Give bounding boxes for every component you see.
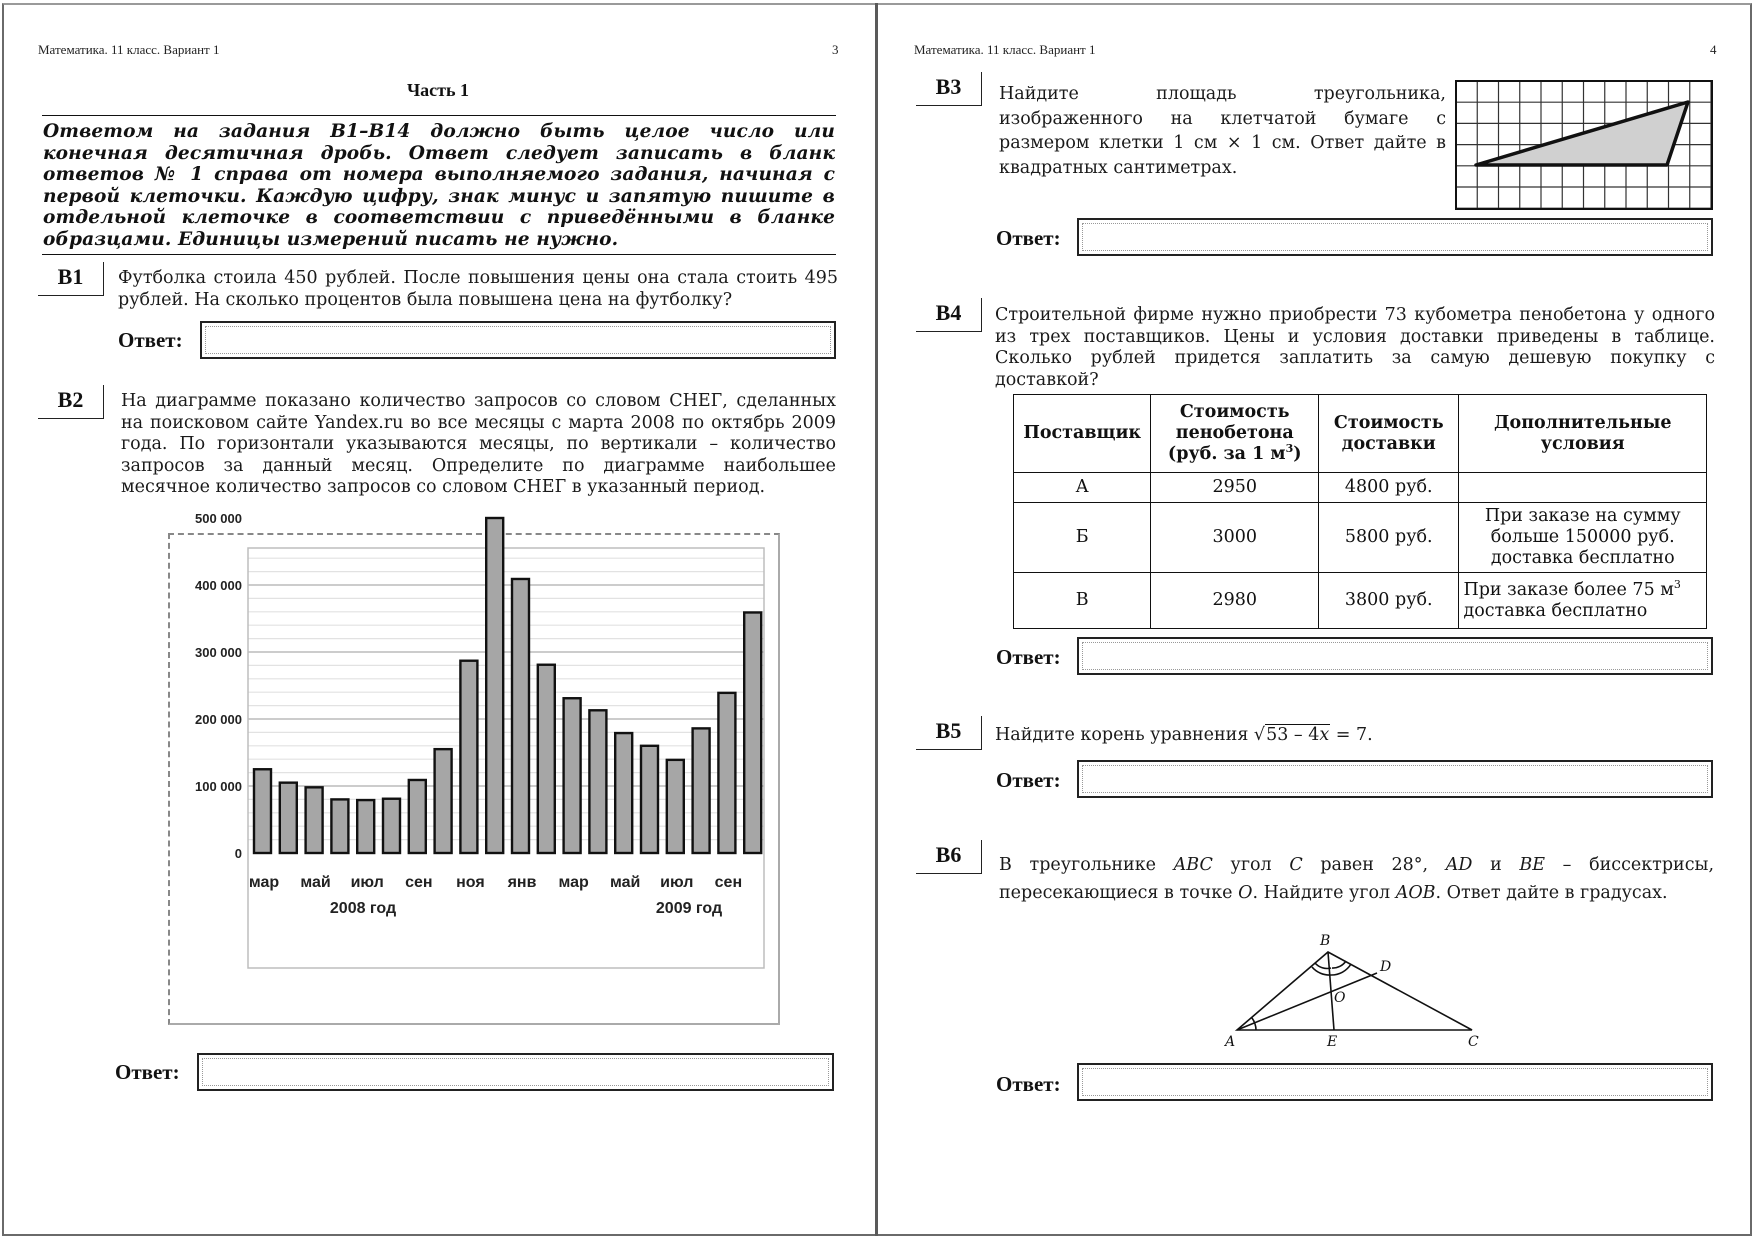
instructions-bottom-rule bbox=[42, 254, 836, 255]
angle-arc-a2 bbox=[1255, 1024, 1256, 1030]
math-symbol: ABC bbox=[1173, 855, 1213, 875]
svg-text:июл: июл bbox=[660, 874, 694, 891]
task-label-b1: B1 bbox=[38, 262, 104, 296]
instructions-top-rule bbox=[42, 115, 836, 116]
vertex-label-a: A bbox=[1225, 1034, 1236, 1050]
svg-text:0: 0 bbox=[234, 846, 242, 861]
svg-text:ноя: ноя bbox=[456, 874, 485, 891]
header-delivery: Стоимость доставки bbox=[1319, 395, 1459, 473]
snow-queries-bar-chart bbox=[168, 511, 780, 1025]
b5-text-prefix: Найдите корень уравнения bbox=[995, 725, 1254, 745]
task-text-b2: На диаграмме показано количество запросов со словом СНЕГ, сделанных на поисковом сайте Yandex.ru во все месяцы с марта 2008 по октябрь 2009 года. По горизонтали указываются месяцы, по вертикали – количество запросов за данный месяц. Определите по диаграмме наибольшее месячное количество запросов со словом СНЕГ в указанный период. bbox=[121, 391, 836, 497]
svg-text:2009 год: 2009 год bbox=[655, 900, 723, 917]
text-fragment: . Найдите угол bbox=[1252, 883, 1396, 903]
cell-price: 2980 bbox=[1151, 573, 1319, 629]
chart-x-axis-labels bbox=[249, 874, 742, 891]
chart-bar bbox=[460, 661, 477, 853]
answer-field-b1[interactable] bbox=[200, 321, 836, 359]
instructions-text: Ответом на задания В1–В14 должно быть целое число или конечная десятичная дробь. Ответ следует записать в бланк ответов № 1 справа от номера выполняемого задания, начиная с первой клеточки. Каждую цифру, знак минус и запятую пишите в отдельной клеточке в соответствии с приведёнными в бланке образцами. Единицы измерений писать не нужно. bbox=[43, 121, 835, 250]
cell-price: 2950 bbox=[1151, 473, 1319, 503]
cell-supplier: В bbox=[1014, 573, 1151, 629]
chart-bar bbox=[564, 698, 581, 853]
svg-text:100 000: 100 000 bbox=[195, 779, 242, 794]
shaded-triangle bbox=[1476, 102, 1688, 165]
header-supplier: Поставщик bbox=[1014, 395, 1151, 473]
chart-gridlines bbox=[248, 558, 764, 839]
page-header: Математика. 11 класс. Вариант 1 bbox=[38, 42, 220, 57]
task-text-b3: Найдите площадь треугольника, изображенного на клетчатой бумаге с размером клетки 1 см × 1 см. Ответ дайте в квадратных сантиметрах. bbox=[999, 84, 1446, 178]
table-header-row bbox=[1014, 395, 1707, 473]
cell-delivery: 5800 руб. bbox=[1319, 503, 1459, 573]
part-title: Часть 1 bbox=[406, 80, 470, 100]
vertex-label-e: E bbox=[1327, 1034, 1338, 1050]
svg-text:2008 год: 2008 год bbox=[329, 900, 397, 917]
svg-text:мар: мар bbox=[248, 874, 280, 891]
task-text-b4: Строительной фирме нужно приобрести 73 кубометра пенобетона у одного из трех поставщиков. Цены и условия доставки приведены в таблице. Сколько рублей придется заплатить за самую дешевую покупку с доставкой? bbox=[995, 305, 1715, 390]
triangle-abc bbox=[1237, 952, 1472, 1030]
angle-arc-b2 bbox=[1332, 961, 1346, 968]
table-row bbox=[1014, 573, 1707, 629]
chart-bar bbox=[254, 769, 271, 853]
answer-field-b6[interactable] bbox=[1077, 1063, 1713, 1101]
chart-bar bbox=[306, 787, 323, 853]
chart-bar bbox=[641, 746, 658, 853]
answer-field-b4[interactable] bbox=[1077, 637, 1713, 675]
math-symbol: AOB bbox=[1395, 883, 1436, 903]
svg-text:май: май bbox=[300, 874, 331, 891]
chart-bar bbox=[667, 760, 684, 853]
text-fragment: – биссектрисы, пересекающиеся в точке bbox=[999, 855, 1715, 903]
chart-bar bbox=[693, 728, 710, 853]
table-row bbox=[1014, 503, 1707, 573]
text-fragment: и bbox=[1472, 855, 1520, 875]
task-text-b1: Футболка стоила 450 рублей. После повышения цены она стала стоить 495 рублей. На сколько процентов была повышена цена на футболку? bbox=[118, 268, 838, 310]
chart-bars bbox=[254, 518, 761, 853]
vertex-label-c: C bbox=[1468, 1034, 1479, 1050]
bisector-ad bbox=[1237, 973, 1377, 1030]
task-text-b6 bbox=[999, 851, 1714, 907]
math-symbol: BE bbox=[1519, 855, 1546, 875]
chart-bar bbox=[409, 780, 426, 853]
cell-delivery: 3800 руб. bbox=[1319, 573, 1459, 629]
task-label-b2: B2 bbox=[38, 385, 104, 419]
chart-bar bbox=[280, 783, 297, 853]
page-number: 4 bbox=[1710, 42, 1717, 57]
suppliers-table bbox=[1013, 394, 1707, 629]
b5-text-suffix: = 7. bbox=[1330, 725, 1373, 745]
chart-bar bbox=[331, 799, 348, 853]
chart-year-labels bbox=[330, 900, 722, 917]
radicand: 53 – 4x bbox=[1266, 725, 1330, 745]
svg-text:сен: сен bbox=[714, 874, 743, 891]
page-number: 3 bbox=[832, 42, 839, 57]
answer-field-b5[interactable] bbox=[1077, 760, 1713, 798]
task-label-b3: B3 bbox=[916, 72, 982, 106]
vertex-label-b: B bbox=[1320, 933, 1331, 949]
cell-supplier: А bbox=[1014, 473, 1151, 503]
cell-delivery: 4800 руб. bbox=[1319, 473, 1459, 503]
triangle-bisectors-figure bbox=[1220, 925, 1510, 1060]
left-page bbox=[0, 0, 876, 1239]
table-row bbox=[1014, 473, 1707, 503]
svg-text:200 000: 200 000 bbox=[195, 712, 242, 727]
chart-bar bbox=[357, 800, 374, 853]
text-fragment: . Ответ дайте в градусах. bbox=[1435, 883, 1668, 903]
chart-bar bbox=[615, 733, 632, 853]
math-symbol: C bbox=[1289, 855, 1303, 875]
answer-label-b6: Ответ: bbox=[996, 1072, 1061, 1096]
header-conditions: Дополнительные условия bbox=[1459, 395, 1707, 473]
answer-label-b1: Ответ: bbox=[118, 328, 183, 352]
task-label-b6: B6 bbox=[916, 840, 982, 874]
text-fragment: В треугольнике bbox=[999, 855, 1174, 875]
answer-label-b2: Ответ: bbox=[115, 1060, 180, 1084]
text-fragment: угол bbox=[1212, 855, 1290, 875]
page-header: Математика. 11 класс. Вариант 1 bbox=[914, 42, 1096, 57]
chart-bar bbox=[486, 518, 503, 853]
chart-y-axis-labels bbox=[195, 511, 242, 861]
cell-conditions bbox=[1459, 473, 1707, 503]
svg-text:400 000: 400 000 bbox=[195, 578, 242, 593]
svg-text:500 000: 500 000 bbox=[195, 511, 242, 526]
svg-text:сен: сен bbox=[405, 874, 433, 891]
cell-conditions: При заказе более 75 $м^3$ доставка бесплатно bbox=[1459, 573, 1707, 629]
answer-label-b3: Ответ: bbox=[996, 226, 1061, 250]
chart-bar bbox=[589, 710, 606, 853]
vertex-label-d: D bbox=[1380, 959, 1392, 975]
answer-field-b3[interactable] bbox=[1077, 218, 1713, 256]
sqrt-sign: √ bbox=[1253, 725, 1266, 745]
svg-text:июл: июл bbox=[350, 874, 384, 891]
task-label-b5: B5 bbox=[916, 716, 982, 750]
svg-text:янв: янв bbox=[507, 874, 537, 891]
chart-bar bbox=[512, 579, 529, 853]
chart-bar bbox=[538, 665, 555, 853]
chart-bar bbox=[383, 799, 400, 853]
cell-price: 3000 bbox=[1151, 503, 1319, 573]
text-fragment: равен 28°, bbox=[1302, 855, 1446, 875]
answer-field-b2[interactable] bbox=[197, 1053, 834, 1091]
chart-bar bbox=[718, 693, 735, 853]
svg-text:мар: мар bbox=[558, 874, 589, 891]
svg-text:май: май bbox=[610, 874, 641, 891]
answer-label-b4: Ответ: bbox=[996, 645, 1061, 669]
cell-conditions: При заказе на сумму больше 150000 руб. доставка бесплатно bbox=[1459, 503, 1707, 573]
grid-triangle-figure bbox=[1455, 80, 1715, 212]
task-label-b4: B4 bbox=[916, 298, 982, 332]
cell-supplier: Б bbox=[1014, 503, 1151, 573]
answer-label-b5: Ответ: bbox=[996, 768, 1061, 792]
header-price: Стоимость пенобетона (руб. за 1 $м^3$) bbox=[1151, 395, 1319, 473]
task-text-b5 bbox=[995, 725, 1715, 747]
math-symbol: AD bbox=[1445, 855, 1473, 875]
svg-text:300 000: 300 000 bbox=[195, 645, 242, 660]
chart-bar bbox=[435, 749, 452, 853]
chart-bar bbox=[744, 612, 761, 853]
math-symbol: O bbox=[1238, 883, 1253, 903]
vertex-label-o: O bbox=[1334, 990, 1346, 1006]
